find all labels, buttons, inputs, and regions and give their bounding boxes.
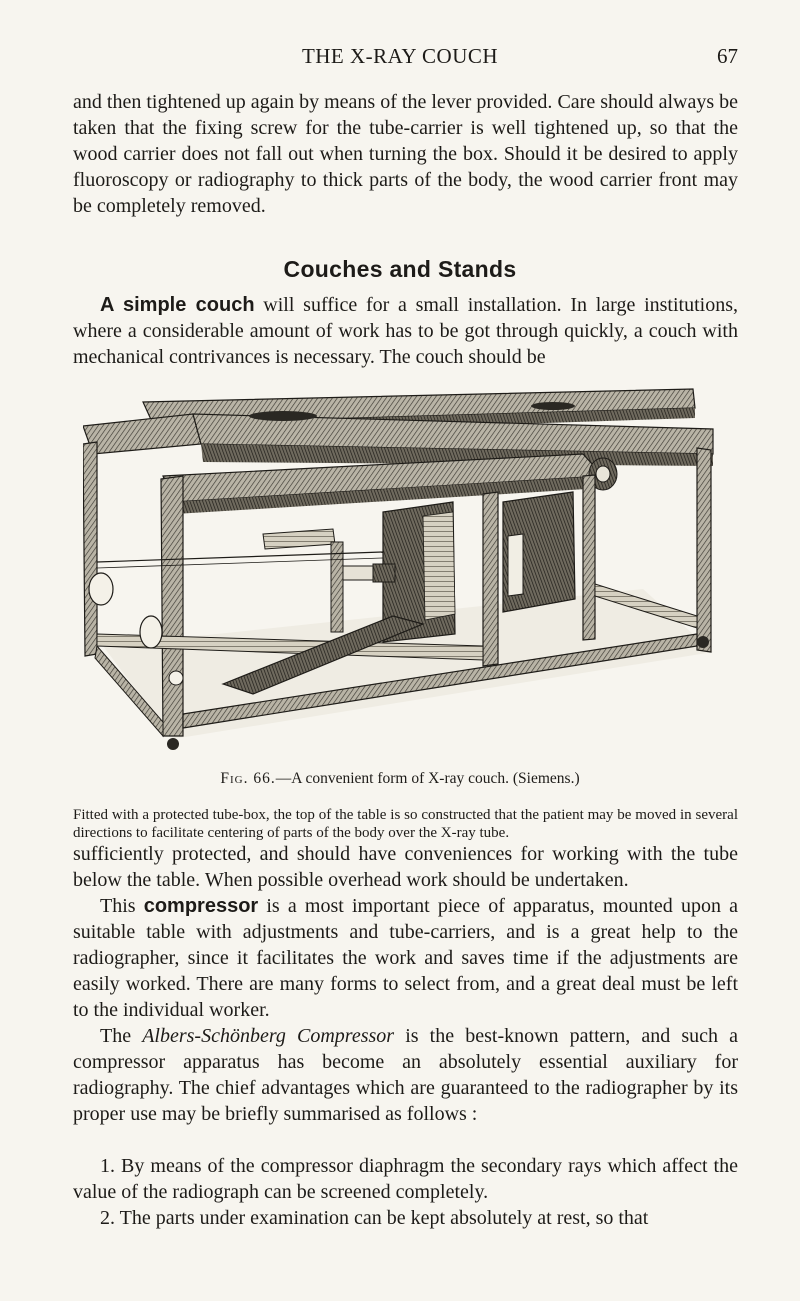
figure-caption-text: —A convenient form of X-ray couch. (Siemens.) <box>275 770 580 787</box>
running-head <box>0 44 800 74</box>
figure-caption <box>0 770 800 788</box>
section-heading: Couches and Stands <box>283 256 517 282</box>
running-title: THE X-RAY COUCH <box>301 44 499 68</box>
lead-compressor: compressor <box>143 895 259 917</box>
x-ray-couch-illustration <box>83 384 723 756</box>
list-item-2: 2. The parts under examination can be kept absolutely at rest, so that <box>100 1207 649 1229</box>
albers-schonberg-compressor-name: Albers-Schönberg Compressor <box>142 1025 395 1047</box>
paragraph-albers-text: is the best-known pattern, and such a compressor apparatus has become an absolutely essential auxiliary for radiography. The chief advantages which are guaranteed to the radiographer by its proper use may be briefly summarised as follows : <box>73 1025 738 1125</box>
page-number: 67 <box>717 44 738 68</box>
paragraph-albers-schonberg <box>73 1023 738 1127</box>
paragraph-compressor <box>73 893 738 1023</box>
paragraph-compressor-pre: This <box>100 895 144 917</box>
paragraph-fixing-screw: and then tightened up again by means of the lever provided. Care should always be taken that the fixing screw for the tube-carrier is well tightened up, so that the wood carrier does not fall out when turning the box. Should it be desired to apply fluoroscopy or radiography to thick parts of the body, the wood carrier front may be completely removed. <box>73 91 738 217</box>
figure-description: Fitted with a protected tube-box, the top of the table is so constructed that the patient may be moved in several directions to facilitate centering of parts of the body over the X-ray tube. <box>73 807 738 841</box>
paragraph-sufficiently-protected: sufficiently protected, and should have conveniences for working with the tube below the table. When possible overhead work should be undertaken. <box>73 843 738 891</box>
paragraph-simple-couch-text: will suffice for a small installation. In large institutions, where a considerable amount of work has to be got through quickly, a couch with mechanical contrivances is necessary. The couch should be <box>73 294 738 368</box>
list-item-1: 1. By means of the compressor diaphragm the secondary rays which affect the value of the radiograph can be screened completely. <box>73 1155 738 1203</box>
figure-label: Fig. 66. <box>220 770 276 787</box>
paragraph-simple-couch <box>73 292 738 370</box>
paragraph-albers-pre: The <box>100 1025 143 1047</box>
lead-simple-couch: A simple couch <box>100 294 255 316</box>
paragraph-compressor-text: is a most important piece of apparatus, mounted upon a suitable table with adjustments and tube-carriers, and is a great help to the radiographer, since it facilitates the work and saves time if the adjustments are easily worked. There are many forms to select from, and a great deal must be left to the individual worker. <box>73 895 738 1021</box>
